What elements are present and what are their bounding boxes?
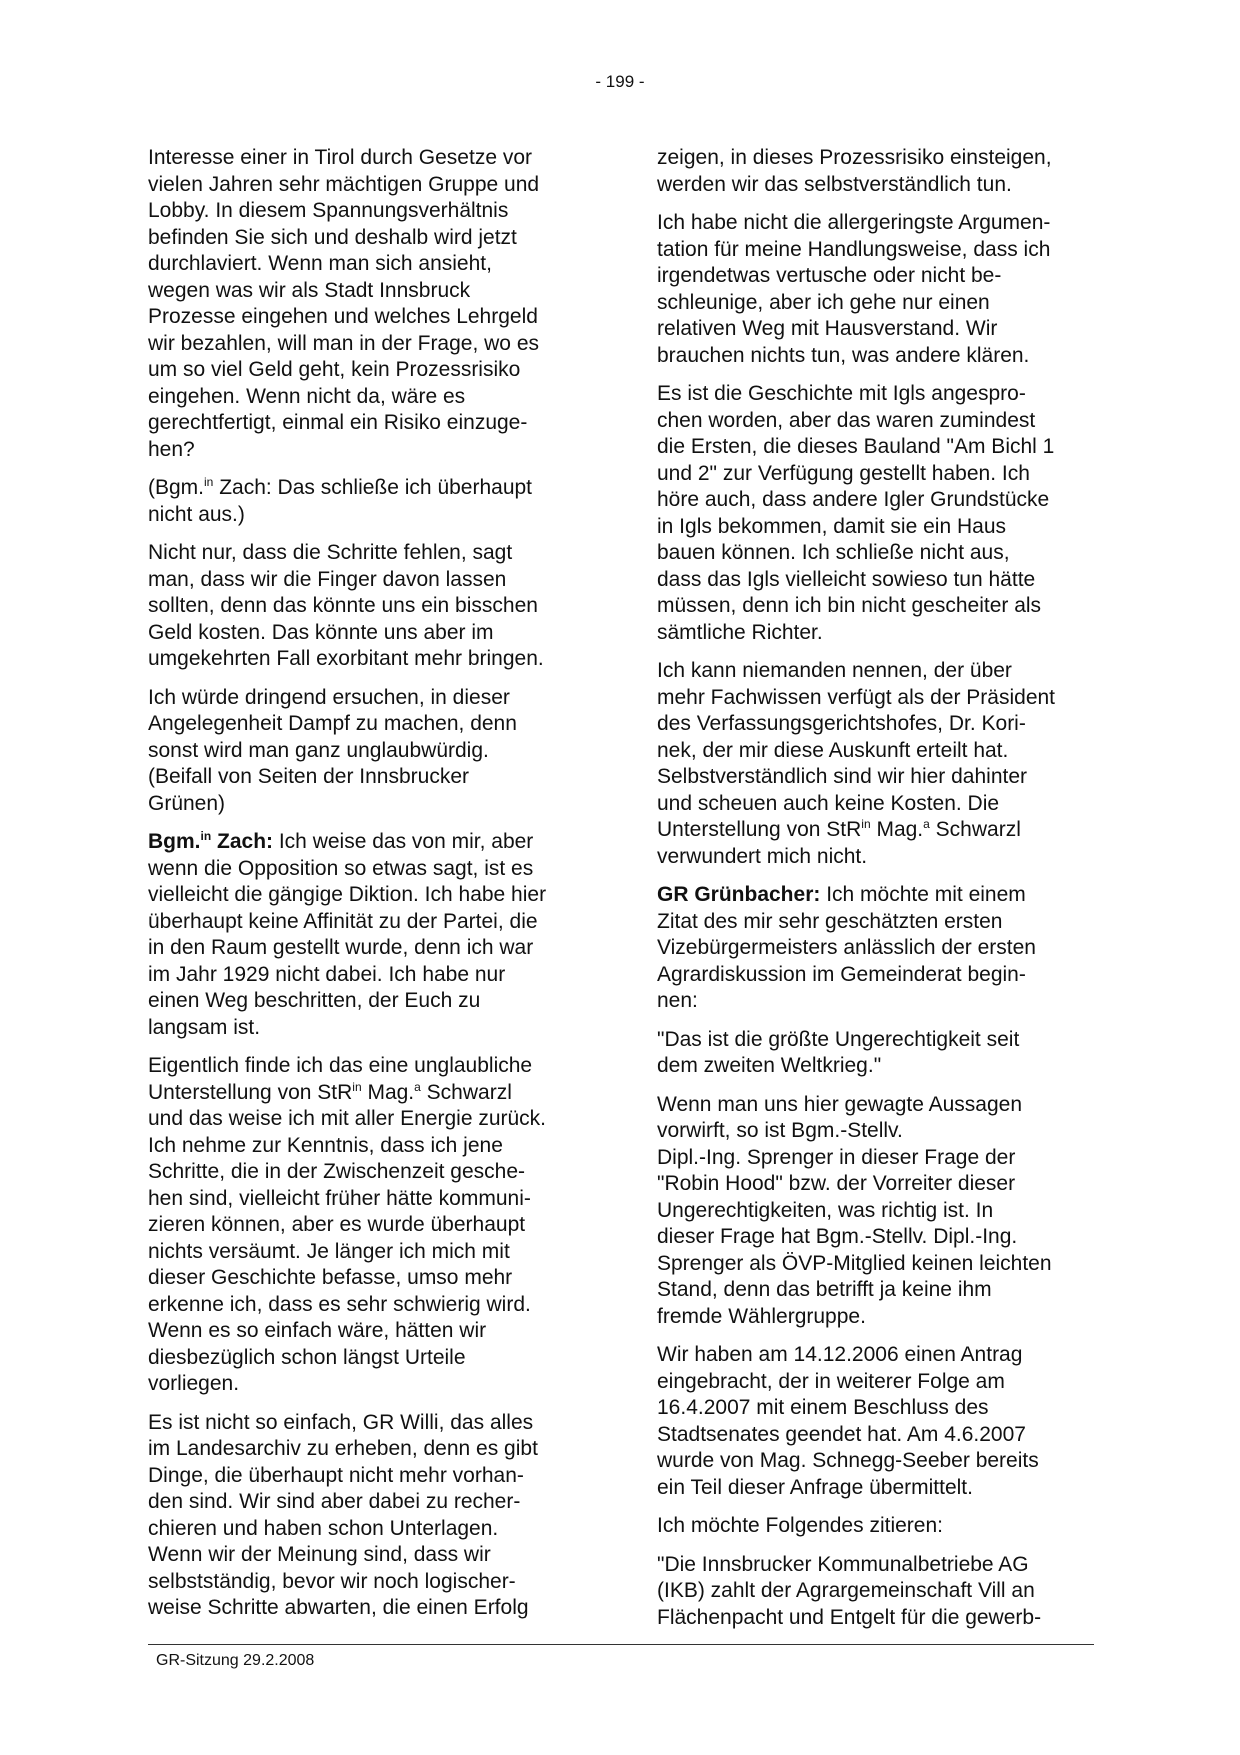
paragraph: Ich habe nicht die allergeringste Argumen- tation für meine Handlungsweise, dass ich irgendetwas vertusche oder nicht be- schleunige, aber ich gehe nur einen relativen Weg mit Hausverstand. Wir brauchen nichts tun, was andere klären. [657,211,1051,367]
paragraph [657,658,1102,870]
paragraph: Nicht nur, dass die Schritte fehlen, sagt man, dass wir die Finger davon lassen sollten, denn das könnte uns ein bisschen Geld kosten. Das könnte uns aber im umgekehrten Fall exorbitant mehr bringen. [148,541,544,670]
superscript: in [352,1079,362,1094]
paragraph: Ich würde dringend ersuchen, in dieser Angelegenheit Dampf zu machen, denn sonst wird man ganz unglaubwürdig. (Beifall von Seiten der Innsbrucker Grünen) [148,685,517,815]
text-span: Zach: Das schließe ich überhaupt nicht aus.) [148,476,533,526]
footer-divider [148,1644,1094,1645]
paragraph: Wenn man uns hier gewagte Aussagen vorwirft, so ist Bgm.-Stellv. Dipl.-Ing. Sprenger in dieser Frage der "Robin Hood" bzw. der Vorreiter dieser Ungerechtigkeiten, was richtig ist. In dieser Frage hat Bgm.-Stellv. Dipl.-Ing. Sprenger als ÖVP-Mitglied keinen leichten Stand, denn das betrifft ja keine ihm fremde Wählergruppe. [657,1092,1052,1328]
paragraph-quote: "Die Innsbrucker Kommunalbetriebe AG (IKB) zahlt der Agrargemeinschaft Vill an Flächenpacht und Entgelt für die gewerb- [657,1552,1042,1629]
speech-text: Ich weise das von mir, aber wenn die Opposition so etwas sagt, ist es vielleicht die gängige Diktion. Ich habe hier überhaupt keine Affinität zu der Partei, die in den Raum gestellt wurde, denn ich war im Jahr 1929 nicht dabei. Ich habe nur einen Weg beschritten, der Euch zu langsam ist. [148,830,547,1039]
superscript: in [204,475,214,489]
text-span: Schwarzl verwundert mich nicht. [657,818,1021,868]
text-span: Mag. [361,1080,415,1104]
paragraph: Wir haben am 14.12.2006 einen Antrag eingebracht, der in weiterer Folge am 16.4.2007 mit einem Beschluss des Stadtsenates geendet hat. Am 4.6.2007 wurde von Mag. Schnegg-Seeber bereits ein Teil dieser Anfrage übermittelt. [657,1343,1039,1499]
footer-text: GR-Sitzung 29.2.2008 [156,1652,315,1669]
text-span: Zach: [211,830,274,853]
speaker-name: GR Grünbacher: [657,883,821,906]
paragraph-speech [657,882,1102,1015]
speech-text: Ich möchte mit einem Zitat des mir sehr geschätzten ersten Vizebürgermeisters anlässlich der ersten Agrardiskussion im Gemeinderat begin- nen: [657,883,1036,1012]
superscript: in [200,829,212,843]
superscript: in [861,817,871,831]
right-column [657,145,1102,1643]
text-span: Ich kann niemanden nennen, der über mehr Fachwissen verfügt als der Präsident des Verfassungsgerichtshofes, Dr. Kori- nek, der mir diese Auskunft erteilt hat. Selbstverständlich sind wir hier dahinter und scheuen auch keine Kosten. Die Unterstellung von StR [657,659,1056,841]
paragraph-speech [148,829,600,1041]
paragraph: zeigen, in dieses Prozessrisiko einsteigen, werden wir das selbstverständlich tun. [657,146,1052,196]
text-span: (Bgm. [148,476,205,499]
superscript: a [923,817,930,831]
text-span: Eigentlich finde ich das eine unglaubliche Unterstellung von StR [148,1054,533,1104]
paragraph: Ich möchte Folgendes zitieren: [657,1514,943,1537]
paragraph: Es ist nicht so einfach, GR Willi, das alles im Landesarchiv zu erheben, denn es gibt Dinge, die überhaupt nicht mehr vorhan- den sind. Wir sind aber dabei zu recher- chieren und haben schon Unterlagen. Wenn wir der Meinung sind, dass wir selbstständig, bevor wir noch logischer- weise Schritte abwarten, die einen Erfolg [148,1410,538,1619]
speaker-name [148,830,273,853]
superscript: a [414,1079,421,1094]
text-span: Schwarzl und das weise ich mit aller Energie zurück. Ich nehme zur Kenntnis, dass ich jene Schritte, die in der Zwischenzeit gesche- hen sind, vielleicht früher hätte kommuni- zieren können, aber es wurde überhaupt nichts versäumt. Je länger ich mich mit dieser Geschichte befasse, umso mehr erkenne ich, dass es sehr schwierig wird. Wenn es so einfach wäre, hätten wir diesbezüglich schon längst Urteile vorliegen. [148,1080,547,1395]
paragraph-quote: "Das ist die größte Ungerechtigkeit seit dem zweiten Weltkrieg." [657,1027,1020,1077]
paragraph: Interesse einer in Tirol durch Gesetze vor vielen Jahren sehr mächtigen Gruppe und Lobby. In diesem Spannungsverhältnis befinden Sie sich und deshalb wird jetzt durchlaviert. Wenn man sich ansieht, wegen was wir als Stadt Innsbruck Prozesse eingehen und welches Lehrgeld wir bezahlen, will man in der Frage, wo es um so viel Geld geht, kein Prozessrisiko eingehen. Wenn nicht da, wäre es gerechtfertigt, einmal ein Risiko einzuge- hen? [148,146,540,461]
text-span: Mag. [870,818,924,841]
paragraph: Es ist die Geschichte mit Igls angespro- chen worden, aber das waren zumindest die Ersten, die dieses Bauland "Am Bichl 1 und 2" zur Verfügung gestellt haben. Ich höre auch, dass andere Igler Grundstücke in Igls bekommen, damit sie ein Haus bauen können. Ich schließe nicht aus, dass das Igls vielleicht sowieso tun hätte müssen, denn ich bin nicht gescheiter als sämtliche Richter. [657,382,1055,644]
left-column [148,145,600,1634]
text-span: Bgm. [148,830,201,853]
paragraph-interjection [148,475,600,528]
paragraph [148,1053,600,1398]
page-number: - 199 - [595,72,645,91]
